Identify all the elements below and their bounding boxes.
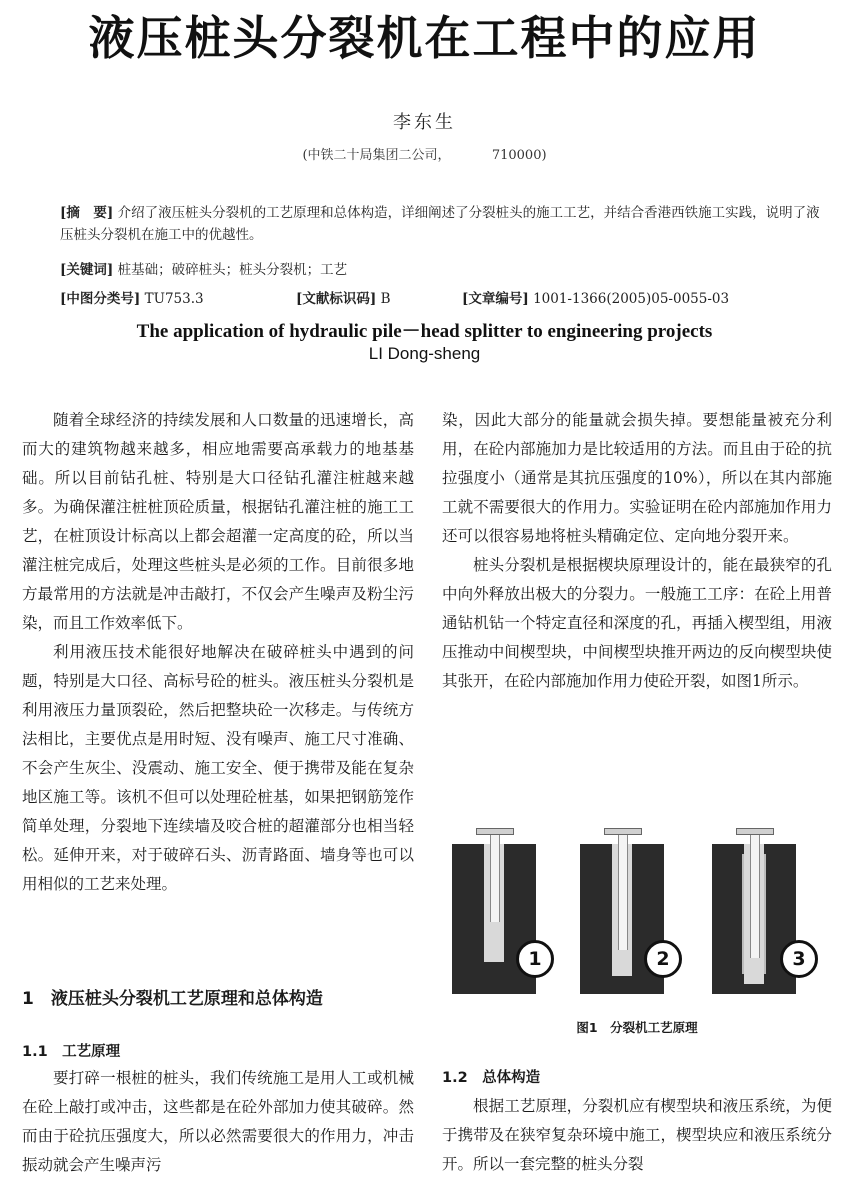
- abstract-label: [摘 要]: [60, 205, 114, 221]
- wedge-head: [476, 828, 514, 835]
- right-column: [442, 406, 832, 696]
- body-paragraph-continued: 染，因此大部分的能量就会损失掉。要想能量被充分利用，在砼内部施加力是比较适用的方法。而且由于砼的抗拉强度小（通常是其抗压强度的10%），所以在其内部施工就不需要很大的作用力。实验证明在砼内部施加作用力还可以很容易地将桩头精确定位、定向地分裂开来。: [442, 411, 832, 545]
- keywords-label: [关键词]: [60, 262, 114, 278]
- panel-label: 1: [516, 940, 554, 978]
- clc-number: [60, 287, 204, 307]
- body-paragraph: 要打碎一根桩的桩头，我们传统施工是用人工或机械在砼上敲打或冲击，这些都是在砼外部加力使其破碎。然而由于砼抗压强度大，所以必然需要很大的作用力，冲击振动就会产生噪声污: [22, 1069, 414, 1174]
- body-paragraph: 桩头分裂机是根据楔块原理设计的，能在最狭窄的孔中向外释放出极大的分裂力。一般施工工序：在砼上用普通钻机钻一个特定直径和深度的孔，再插入楔型组，用液压推动中间楔型块，中间楔型块推开两边的反向楔型块使其张开，在砼内部施加作用力使砼开裂，如图1所示。: [442, 556, 832, 690]
- english-author: LI Dong-sheng: [368, 344, 481, 363]
- figure-panel-3: [712, 844, 796, 994]
- subsection-heading: 1.1 工艺原理: [22, 1044, 121, 1060]
- english-title: The application of hydraulic pile－head splitter to engineering projects: [136, 321, 713, 342]
- crack-line: [764, 854, 766, 974]
- document-code-label: [文献标识码]: [296, 291, 377, 307]
- body-paragraph: 随着全球经济的持续发展和人口数量的迅速增长，高而大的建筑物越来越多，相应地需要高承载力的地基基础。所以目前钻孔桩、特别是大口径钻孔灌注桩越来越多。为确保灌注桩桩顶砼质量，根据钻孔灌注桩的施工工艺，在桩顶设计标高以上都会超灌一定高度的砼，所以当灌注桩完成后，处理这些桩头是必须的工作。目前很多地方最常用的方法就是冲击敲打，不仅会产生噪声及粉尘污染，而且工作效率低下。: [22, 411, 414, 632]
- wedge-head: [604, 828, 642, 835]
- abstract: [60, 202, 820, 246]
- article-title: 液压桩头分裂机在工程中的应用: [88, 11, 761, 65]
- figure-caption: 图1 分裂机工艺原理: [576, 1020, 698, 1035]
- left-column: [22, 406, 414, 899]
- keywords: [60, 259, 820, 281]
- author-affiliation: (中铁二十局集团二公司， 710000): [302, 148, 547, 163]
- clc-value: TU753.3: [144, 291, 204, 307]
- body-paragraph: 根据工艺原理，分裂机应有楔型块和液压系统，为便于携带及在狭窄复杂环境中施工，楔型块应和液压系统分开。所以一套完整的桩头分裂: [442, 1097, 832, 1173]
- section-heading: 1 液压桩头分裂机工艺原理和总体构造: [22, 989, 323, 1009]
- wedge-assembly: [750, 830, 760, 958]
- document-code-value: B: [380, 291, 391, 307]
- keywords-text: 桩基础；破碎桩头；桩头分裂机；工艺: [117, 262, 348, 278]
- left-column-lower: [22, 1064, 414, 1180]
- wedge-assembly: [618, 830, 628, 950]
- author-name: 李东生: [393, 112, 456, 133]
- body-paragraph: 利用液压技术能很好地解决在破碎桩头中遇到的问题，特别是大口径、高标号砼的桩头。液压桩头分裂机是利用液压力量顶裂砼，然后把整块砼一次移走。与传统方法相比，主要优点是用时短、没有噪声、施工尺寸准确、不会产生灰尘、没震动、施工安全、便于携带及能在复杂地区施工等。该机不但可以处理砼桩基，如果把钢筋笼作简单处理，分裂地下连续墙及咬合桩的超灌部分也相当轻松。延伸开来，对于破碎石头、沥青路面、墙身等也可以用相似的工艺来处理。: [22, 643, 414, 893]
- wedge-assembly: [490, 830, 500, 922]
- document-code: [296, 287, 391, 307]
- article-number: [462, 287, 729, 307]
- right-column-lower: [442, 1092, 832, 1179]
- panel-label: 3: [780, 940, 818, 978]
- crack-line: [742, 854, 744, 974]
- article-number-value: 1001-1366(2005)05-0055-03: [533, 291, 730, 307]
- figure-1: [448, 822, 832, 1006]
- article-number-label: [文章编号]: [462, 291, 529, 307]
- panel-label: 2: [644, 940, 682, 978]
- wedge-head: [736, 828, 774, 835]
- clc-label: [中图分类号]: [60, 291, 141, 307]
- abstract-text: 介绍了液压桩头分裂机的工艺原理和总体构造，详细阐述了分裂桩头的施工工艺，并结合香港西铁施工实践，说明了液压桩头分裂机在施工中的优越性。: [60, 205, 820, 243]
- subsection-heading: 1.2 总体构造: [442, 1070, 541, 1086]
